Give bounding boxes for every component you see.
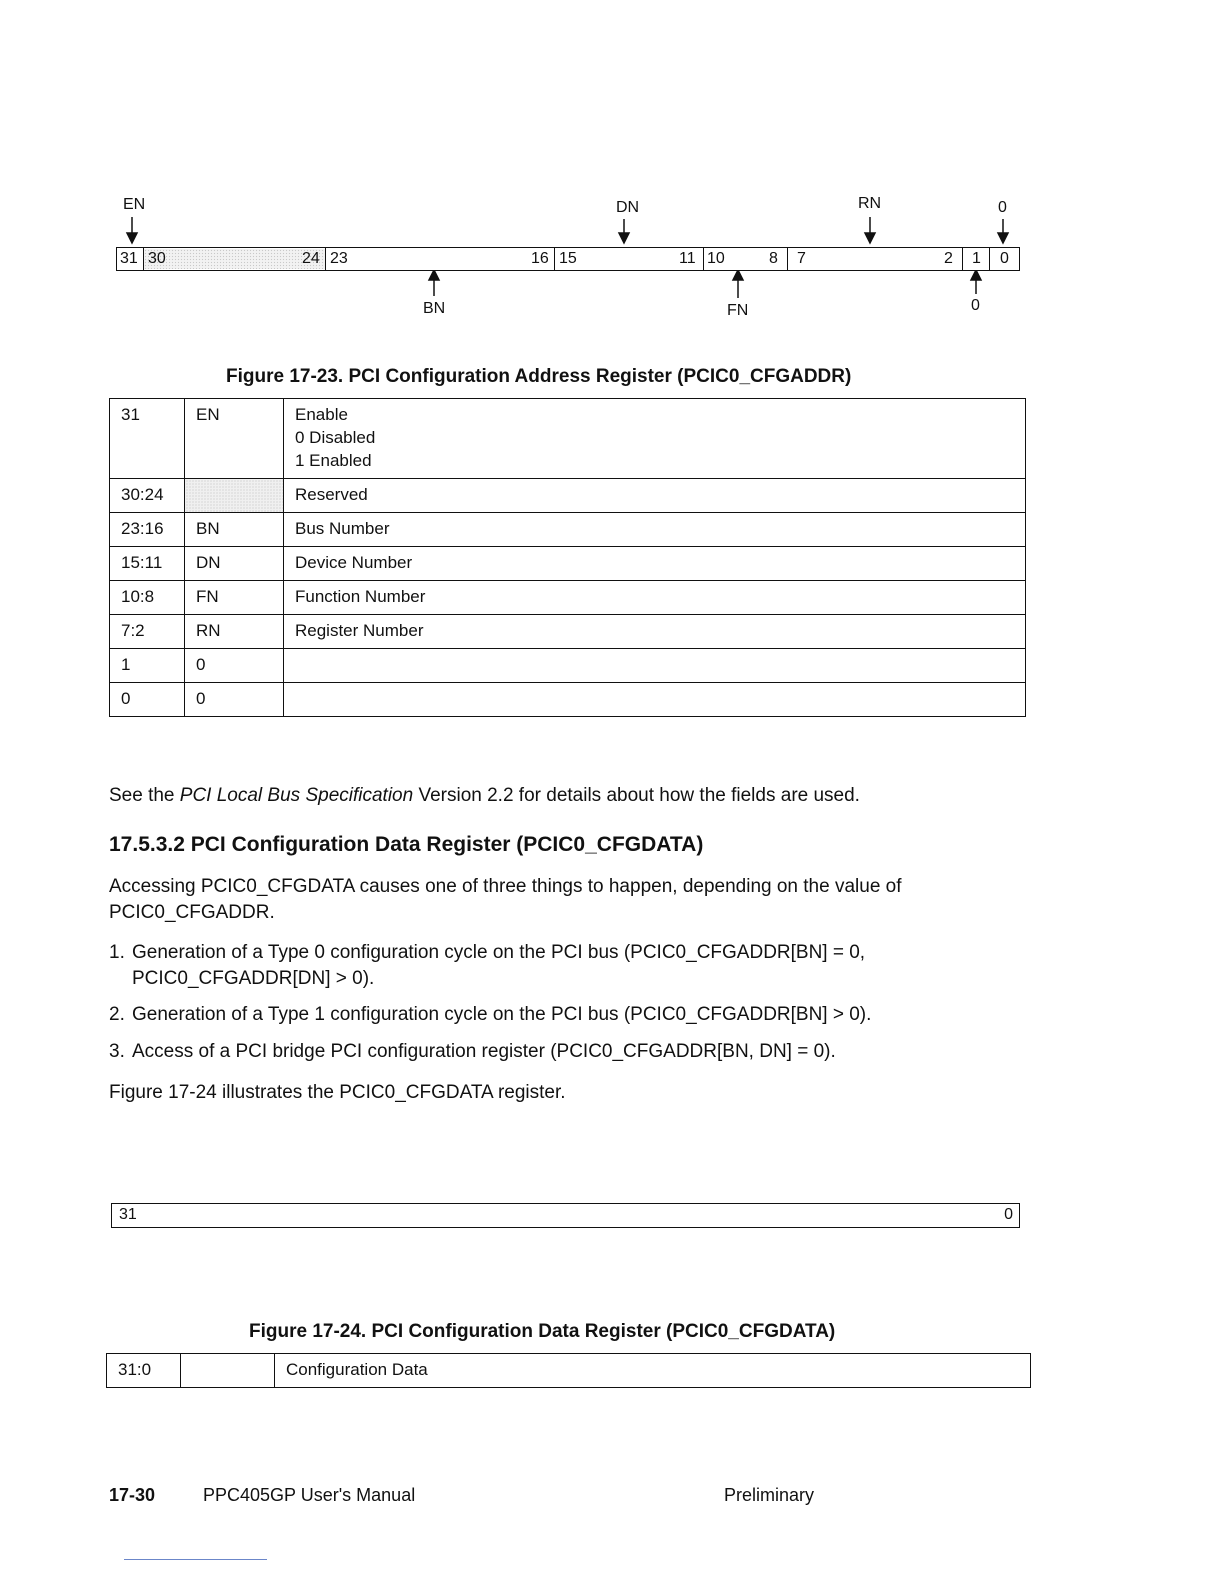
bit-15: 15 bbox=[559, 250, 577, 267]
field-cell bbox=[185, 479, 284, 513]
field-cell: EN bbox=[185, 399, 284, 479]
status-label: Preliminary bbox=[724, 1485, 815, 1505]
label-en-top: EN bbox=[123, 196, 146, 213]
arrow-down-icon bbox=[998, 233, 1008, 243]
bit-30: 30 bbox=[148, 250, 166, 267]
field-cell: BN bbox=[185, 513, 284, 547]
cfgdata-bit-bar bbox=[111, 1203, 1020, 1228]
figure-17-24-caption: Figure 17-24. PCI Configuration Data Register (PCIC0_CFGDATA) bbox=[249, 1321, 836, 1342]
desc-line: Enable bbox=[295, 405, 348, 424]
bit-0: 0 bbox=[1004, 1206, 1013, 1223]
desc-cell bbox=[284, 615, 1026, 649]
field-cell: 0 bbox=[185, 683, 284, 717]
desc-line: 0 Disabled bbox=[295, 428, 376, 447]
table-row bbox=[110, 399, 1026, 479]
bit-11: 11 bbox=[679, 250, 696, 267]
arrow-down-icon bbox=[619, 233, 629, 243]
bit-0: 0 bbox=[1000, 250, 1009, 267]
manual-title: PPC405GP User's Manual bbox=[203, 1485, 416, 1505]
arrow-up-icon bbox=[429, 270, 439, 280]
desc-line: Device Number bbox=[295, 553, 413, 572]
bits-cell: 15:11 bbox=[110, 547, 185, 581]
table-row bbox=[110, 581, 1026, 615]
cfgaddr-bit-bar bbox=[116, 247, 1020, 271]
arrow-up-icon bbox=[733, 270, 743, 280]
section-intro: Accessing PCIC0_CFGDATA causes one of three things to happen, depending on the value of PCIC0_CFGADDR. bbox=[109, 876, 902, 923]
cfgdata-field-table bbox=[106, 1353, 1031, 1388]
field-cell: RN bbox=[185, 615, 284, 649]
desc-cell: Configuration Data bbox=[275, 1354, 1031, 1388]
desc-cell bbox=[284, 547, 1026, 581]
desc-line bbox=[295, 653, 1017, 676]
bit-23: 23 bbox=[330, 250, 348, 267]
bit-8: 8 bbox=[769, 250, 778, 267]
bits-cell: 10:8 bbox=[110, 581, 185, 615]
label-zero-top: 0 bbox=[998, 199, 1007, 216]
bits-cell: 23:16 bbox=[110, 513, 185, 547]
reserved-shading bbox=[144, 249, 325, 269]
desc-line: 1 Enabled bbox=[295, 451, 372, 470]
bit-24: 24 bbox=[302, 250, 320, 267]
bit-2: 2 bbox=[944, 250, 953, 267]
table-row bbox=[110, 683, 1026, 717]
page-number: 17-30 bbox=[109, 1485, 156, 1505]
desc-cell bbox=[284, 399, 1026, 479]
table-row bbox=[107, 1354, 1031, 1388]
bit-16: 16 bbox=[531, 250, 549, 267]
desc-cell bbox=[284, 513, 1026, 547]
desc-line: Register Number bbox=[295, 621, 424, 640]
list-item: 3. Access of a PCI bridge PCI configuration register (PCIC0_CFGADDR[BN, DN] = 0). bbox=[109, 1041, 836, 1062]
field-cell: 0 bbox=[185, 649, 284, 683]
desc-cell bbox=[284, 479, 1026, 513]
bit-1: 1 bbox=[972, 250, 981, 267]
table-row bbox=[110, 547, 1026, 581]
bits-cell: 0 bbox=[110, 683, 185, 717]
bit-31: 31 bbox=[120, 250, 138, 267]
bits-cell: 31 bbox=[110, 399, 185, 479]
bits-cell: 30:24 bbox=[110, 479, 185, 513]
bit-31: 31 bbox=[119, 1206, 137, 1223]
arrow-down-icon bbox=[865, 233, 875, 243]
table-row bbox=[110, 615, 1026, 649]
desc-cell bbox=[284, 683, 1026, 717]
label-dn-top: DN bbox=[616, 199, 640, 216]
figure-17-23-caption: Figure 17-23. PCI Configuration Address Register (PCIC0_CFGADDR) bbox=[226, 366, 852, 387]
desc-line bbox=[295, 687, 1017, 710]
spec-title: PCI Local Bus Specification bbox=[179, 785, 414, 806]
cfgaddr-field-table bbox=[109, 398, 1026, 717]
label-fn-bottom: FN bbox=[727, 302, 749, 319]
table-row bbox=[110, 479, 1026, 513]
section-heading: 17.5.3.2 PCI Configuration Data Register (PCIC0_CFGDATA) bbox=[109, 833, 704, 856]
list-item: 2. Generation of a Type 1 configuration cycle on the PCI bus (PCIC0_CFGADDR[BN] > 0). bbox=[109, 1004, 872, 1025]
bit-10: 10 bbox=[707, 250, 725, 267]
bits-cell: 31:0 bbox=[107, 1354, 181, 1388]
desc-line: Bus Number bbox=[295, 519, 390, 538]
figure-reference: Figure 17-24 illustrates the PCIC0_CFGDATA register. bbox=[109, 1082, 566, 1103]
table-row bbox=[110, 513, 1026, 547]
pointer-arrows bbox=[0, 0, 1224, 340]
desc-cell bbox=[284, 649, 1026, 683]
label-rn-top: RN bbox=[858, 195, 882, 212]
arrow-down-icon bbox=[127, 233, 137, 243]
bits-cell: 1 bbox=[110, 649, 185, 683]
table-row bbox=[110, 649, 1026, 683]
arrow-up-icon bbox=[971, 270, 981, 280]
see-spec-paragraph: See the PCI Local Bus Specification Version 2.2 for details about how the fields are used. bbox=[109, 785, 860, 806]
footer-rule bbox=[124, 1559, 267, 1560]
desc-line: Function Number bbox=[295, 587, 426, 606]
bit-7: 7 bbox=[797, 250, 806, 267]
label-zero-bottom: 0 bbox=[971, 297, 980, 314]
field-cell: FN bbox=[185, 581, 284, 615]
desc-cell bbox=[284, 581, 1026, 615]
field-cell bbox=[181, 1354, 275, 1388]
item-list bbox=[109, 940, 989, 1065]
label-bn-bottom: BN bbox=[423, 300, 446, 317]
bits-cell: 7:2 bbox=[110, 615, 185, 649]
field-cell: DN bbox=[185, 547, 284, 581]
desc-line: Reserved bbox=[295, 485, 368, 504]
list-item: 1. Generation of a Type 0 configuration cycle on the PCI bus (PCIC0_CFGADDR[BN] = 0, PCIC0_CFGADDR[DN] > 0). bbox=[109, 942, 866, 989]
